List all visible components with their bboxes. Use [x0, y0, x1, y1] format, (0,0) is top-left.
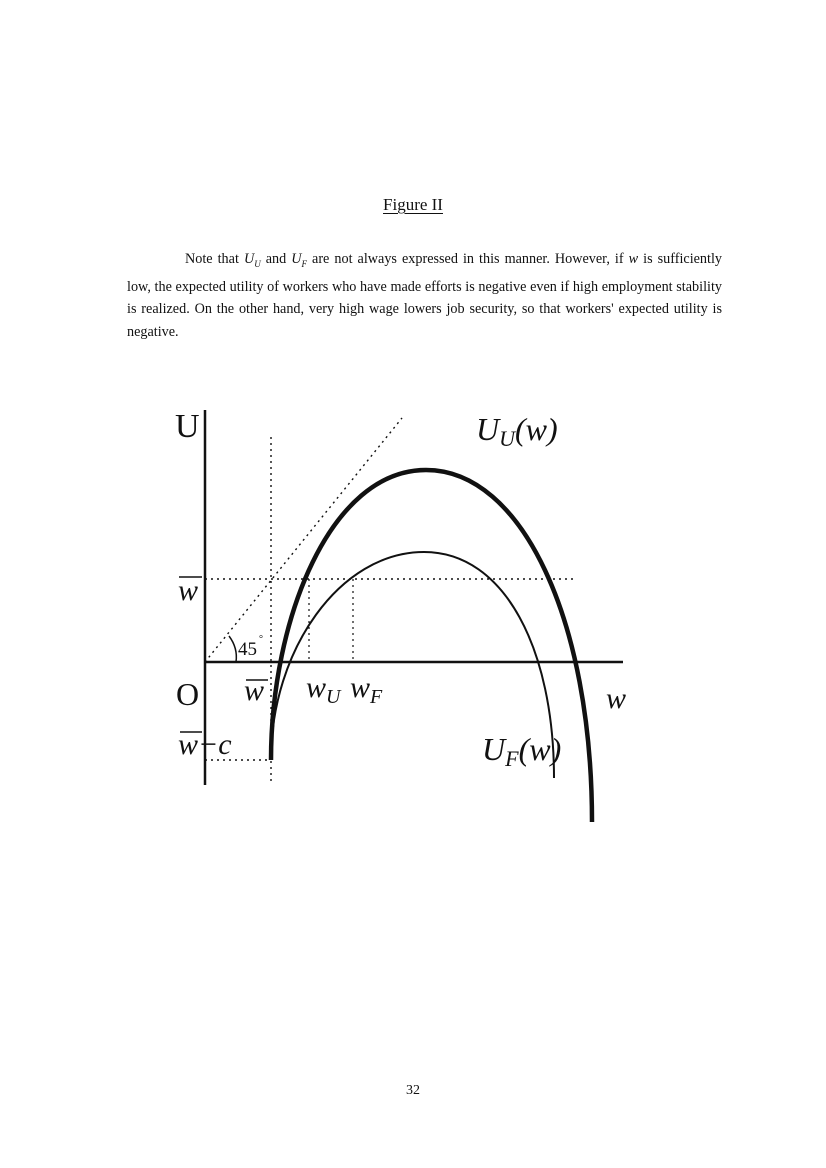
degree-mark: °	[259, 634, 263, 645]
angle-label: 45	[238, 639, 257, 660]
para-text-4: is sufficiently low, the expected utility of workers who have made efforts is negative even if high employment stability is realized. On the other hand, very high wage lowers job security, so that workers' expected utility is negative.	[127, 251, 723, 340]
w-bar-label-y: w	[178, 574, 199, 607]
wf-label: $w_F$	[350, 671, 383, 708]
para-uu-sub: U	[254, 258, 261, 269]
uu-curve-label: UU(w)	[476, 411, 558, 451]
para-text-1: Note that	[185, 251, 244, 267]
origin-label: O	[176, 676, 200, 712]
45-degree-line	[205, 418, 402, 662]
uf-curve	[271, 552, 554, 778]
uf-curve-label: UF(w)	[482, 731, 562, 771]
figure-title-text: Figure II	[383, 195, 443, 214]
para-text-2: and	[260, 251, 292, 267]
w-bar-minus-c-label: w−c	[178, 728, 232, 761]
y-axis-label: U	[175, 408, 200, 445]
angle-arc	[229, 636, 236, 662]
wu-label: $w_U$	[306, 671, 341, 708]
para-uu: U	[243, 251, 255, 267]
page-number: 32	[406, 1083, 420, 1098]
para-text-3: are not always expressed in this manner. However, if	[307, 251, 629, 267]
uu-curve	[271, 470, 592, 822]
x-axis-label: w	[606, 682, 627, 715]
para-uf: U	[291, 251, 302, 267]
para-uf-sub: F	[301, 258, 307, 269]
para-w: w	[628, 251, 639, 267]
w-bar-label-x: w	[244, 674, 265, 707]
